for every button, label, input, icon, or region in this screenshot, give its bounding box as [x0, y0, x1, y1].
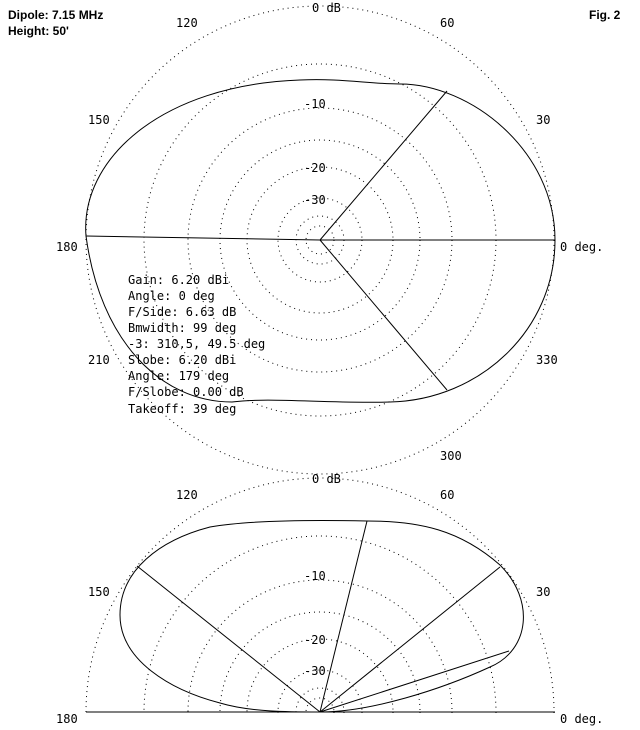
stat-fslobe: F/Slobe: 0.00 dB	[128, 385, 244, 399]
elevation-ring-label-10: -10	[304, 569, 326, 583]
azimuth-label-0db: 0 dB	[312, 1, 341, 15]
elevation-pattern-curve	[120, 521, 523, 712]
azimuth-ring-label-20: -20	[304, 161, 326, 175]
elevation-ring-30db	[278, 670, 362, 730]
stat-bmwidth: Bmwidth: 99 deg	[128, 321, 237, 335]
elevation-grid	[86, 478, 554, 730]
title-height: Height: 50'	[8, 24, 69, 38]
elevation-ring-0db	[86, 478, 554, 730]
stat-fside: F/Side: 6.63 dB	[128, 305, 237, 319]
elevation-label-150: 150	[88, 585, 110, 599]
azimuth-label-60: 60	[440, 16, 455, 30]
elevation-label-120: 120	[176, 488, 198, 502]
elevation-ring-label-20: -20	[304, 633, 326, 647]
azimuth-line-49	[320, 91, 447, 240]
elevation-label-180: 180	[56, 712, 78, 726]
azimuth-plot	[56, 1, 603, 474]
azimuth-ring-label-10: -10	[304, 97, 326, 111]
azimuth-label-180: 180	[56, 240, 78, 254]
elevation-label-60: 60	[440, 488, 455, 502]
azimuth-line-310	[320, 240, 447, 390]
elevation-line-18	[320, 651, 509, 712]
elevation-label-0deg: 0 deg.	[560, 712, 604, 726]
elevation-line-141	[137, 566, 320, 712]
elevation-ring-20db	[247, 639, 393, 730]
elevation-line-76	[320, 521, 367, 712]
figure-number: Fig. 2	[589, 8, 621, 22]
azimuth-label-0deg: 0 deg.	[560, 240, 604, 254]
azimuth-label-30: 30	[536, 113, 551, 127]
azimuth-label-120: 120	[176, 16, 198, 30]
elevation-ring-40db	[296, 688, 344, 730]
azimuth-label-210: 210	[88, 353, 110, 367]
stat-angle: Angle: 0 deg	[128, 289, 215, 303]
azimuth-label-150: 150	[88, 113, 110, 127]
elevation-label-30: 30	[536, 585, 551, 599]
elevation-label-0db: 0 dB	[312, 472, 341, 486]
stat-slobe-angle: Angle: 179 deg	[128, 369, 230, 383]
elevation-line-39	[320, 567, 500, 712]
stat-gain: Gain: 6.20 dBi	[128, 273, 230, 287]
elevation-plot	[56, 472, 603, 730]
stat-takeoff: Takeoff: 39 deg	[128, 402, 237, 416]
azimuth-label-300: 300	[440, 449, 462, 463]
stat-3db: -3: 310.5, 49.5 deg	[128, 337, 266, 351]
elevation-ring-label-30: -30	[304, 664, 326, 678]
azimuth-ring-label-30: -30	[304, 193, 326, 207]
stat-slobe: Slobe: 6.20 dBi	[128, 353, 237, 367]
azimuth-stats	[128, 273, 265, 416]
azimuth-line-180	[86, 236, 320, 240]
title-frequency: Dipole: 7.15 MHz	[8, 8, 104, 22]
azimuth-label-330: 330	[536, 353, 558, 367]
elevation-ring-10db	[188, 580, 452, 730]
